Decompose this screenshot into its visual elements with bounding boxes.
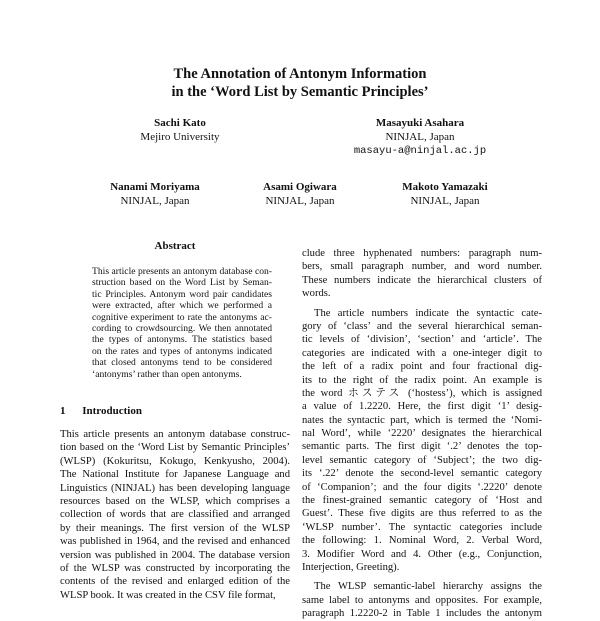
text-line: This article presents an antonym database con- (92, 266, 272, 277)
right-column-body (302, 247, 542, 621)
text-line: nal Word’, while ‘2220’ designates the hierarchical (302, 428, 542, 440)
text-line: collection of words that are classified and arranged (60, 509, 290, 521)
text-line: struction based on the Word List by Seman- (92, 277, 272, 289)
text-line: that closed antonyms tend to be considered (92, 357, 272, 369)
text-line: clude three hyphenated numbers: paragraph num- (302, 248, 542, 259)
text-line: The WLSP semantic-label hierarchy assigns the (314, 581, 542, 593)
text-line: of the WLSP was constructed by incorporating the (60, 562, 290, 574)
author-name: Asami Ogiwara (263, 181, 337, 193)
text-line: The National Institute for Japanese Language and (60, 469, 290, 481)
text-line: gory of ‘class’ and the several hierarchical seman- (302, 320, 542, 332)
paper-title-line-2: in the ‘Word List by Semantic Principles’ (171, 84, 429, 100)
text-line: Guest’. These five digits are thus referred to as the (302, 508, 542, 520)
introduction-body (60, 428, 290, 602)
text-line: on the rates and types of antonyms indicated (92, 345, 272, 357)
text-line: the left of a radix point and four fractional dig- (302, 361, 542, 373)
text-line: the types of antonyms. The statistics based (92, 334, 272, 346)
text-line: nates the syntactic part, which is termed the ‘Nomi- (302, 414, 542, 426)
text-line: 3. Modifier Word and 4. Other (e.g., Conjunction, (302, 548, 542, 560)
text-line: tic levels of ‘division’, ‘section’ and ‘article’. The (302, 334, 542, 346)
author-name: Nanami Moriyama (110, 181, 200, 193)
text-line: Linguistics (NINJAL) has been developing language (60, 482, 290, 494)
author-name: Makoto Yamazaki (402, 181, 488, 193)
author-name: Masayuki Asahara (375, 117, 465, 129)
section-heading (60, 405, 142, 417)
section-number: 1 (60, 405, 66, 417)
text-line: of ‘Companion’; and the four digits ‘.2220’ denote (302, 481, 542, 493)
text-line: same label to antonyms and opposites. For example, (302, 594, 542, 606)
text-line: ‘antonyms’ rather than open antonyms. (92, 368, 242, 380)
abstract-body (92, 266, 272, 380)
text-line: semantic parts. The first digit ‘.2’ denotes the top- (302, 441, 542, 453)
text-line: This article presents an antonym database construc- (60, 429, 290, 440)
author-affiliation: NINJAL, Japan (410, 195, 480, 207)
author-affiliation: Mejiro University (140, 131, 220, 143)
text-line: bers, small paragraph number, and word number. (302, 261, 542, 273)
text-line: contents of the revised and enlarged edition of the (60, 576, 290, 588)
author-affiliation: NINJAL, Japan (385, 131, 455, 143)
text-line: the finest-grained semantic category of ‘Host and (302, 495, 542, 507)
text-line: Interjection, Greeting). (302, 561, 400, 573)
text-line: These numbers indicate the hierarchical clusters of (302, 274, 542, 286)
text-line: WLSP book. It was created in the CSV file format, (60, 589, 276, 601)
author-block (110, 116, 250, 144)
author-name: Sachi Kato (154, 117, 206, 129)
author-block (85, 180, 225, 208)
text-line: tic Principles. Antonym word pair candidates (92, 288, 272, 300)
author-block (230, 180, 370, 208)
text-line: paragraph 1.2220-2 in Table 1 includes the antonym (302, 608, 542, 620)
text-line: resources based on the WLSP, which comprises a (60, 495, 290, 507)
text-line: version was published in 2004. The database version (60, 549, 290, 561)
text-line: was published in 1964, and the revised and enhanced (60, 536, 290, 548)
text-line: cognitive experiment to rate the antonyms ac- (92, 311, 272, 323)
author-affiliation: NINJAL, Japan (120, 195, 190, 207)
abstract-heading: Abstract (154, 240, 196, 252)
text-line: categories are indicated with a one-integer digit to (302, 347, 542, 359)
text-line: a value of 1.2220. Here, the first digit ‘1’ desig- (302, 401, 542, 413)
author-block (375, 180, 515, 208)
text-line: its to the right of the radix point. An example is (302, 374, 542, 386)
author-block (320, 116, 520, 158)
text-line: The article numbers indicate the syntactic cate- (314, 307, 542, 319)
text-line: cording to crowdsourcing. We then annotated (92, 322, 272, 334)
text-line: words. (302, 288, 331, 300)
text-line: level semantic category of ‘Subject’; the two dig- (302, 454, 542, 466)
section-title: Introduction (82, 405, 142, 417)
author-email[interactable]: masayu-a@ninjal.ac.jp (353, 145, 487, 157)
text-line: (WLSP) (Kokuritsu, Kokugo, Kenkyusho, 2004). (60, 455, 290, 467)
text-line: the word ホステス (‘hostess’), which is assigned (302, 387, 542, 399)
text-line: the following: 1. Nominal Word, 2. Verbal Word, (302, 535, 542, 547)
paper-title-line-1: The Annotation of Antonym Information (173, 66, 427, 82)
text-line: ‘WLSP number’. The syntactic categories include (302, 521, 542, 533)
text-line: tion based on the ‘Word List by Semantic Principles’ (60, 442, 290, 454)
author-affiliation: NINJAL, Japan (265, 195, 335, 207)
text-line: its ‘.22’ denote the second-level semantic category (302, 468, 542, 480)
text-line: by their meanings. The first version of the WLSP (60, 522, 290, 534)
text-line: were extracted, after which we performed a (92, 300, 272, 312)
